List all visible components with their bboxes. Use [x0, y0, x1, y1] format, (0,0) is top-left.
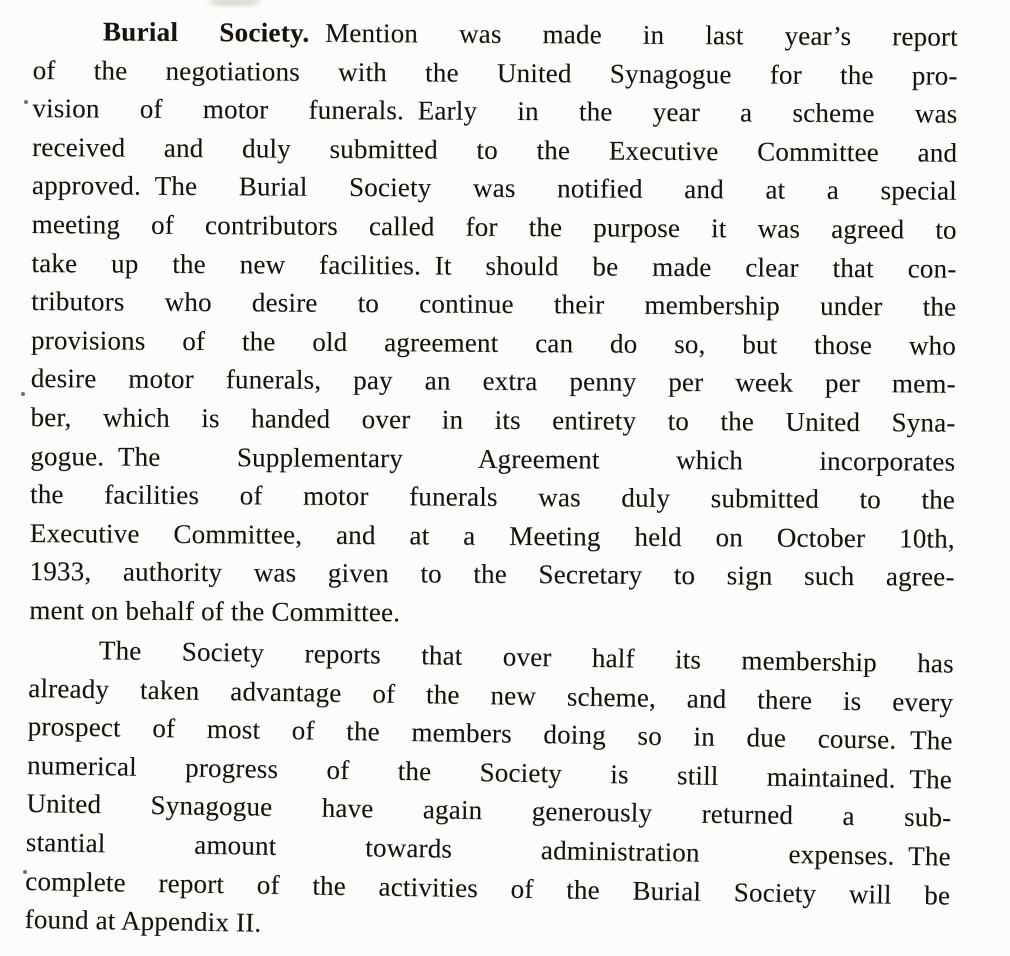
text-line: of the negotiations with the United Synagogue for the pro- — [32, 54, 958, 91]
text-block — [24, 12, 958, 944]
text-line: provisions of the old agreement can do so, but those who — [30, 324, 957, 361]
text-line: already taken advantage of the new scheme, and there is every — [28, 672, 954, 717]
text-line: The Society reports that over half its membership has — [98, 634, 955, 679]
text-line: found at Appendix II. — [24, 903, 262, 938]
text-line: approved. The Burial Society was notified and at a special — [31, 170, 958, 207]
text-line: United Synagogue have again generously returned a sub- — [26, 787, 952, 833]
text-line: received and duly submitted to the Executive Committee and — [32, 131, 958, 168]
text-line — [33, 12, 958, 56]
text-line: ment on behalf of the Committee. — [29, 594, 401, 628]
text-line: complete report of the activities of the Burial Society will be — [25, 865, 951, 910]
text-line-content: Mention was made in last year’s report — [311, 17, 958, 52]
paragraph-burial-society — [29, 12, 958, 635]
paragraph-society-report — [24, 629, 954, 952]
text-line: prospect of most of the members doing so in due course. The — [27, 710, 953, 756]
ink-speck — [21, 392, 25, 396]
text-line: Executive Committee, and at a Meeting held on October 10th, — [29, 517, 955, 554]
text-line: numerical progress of the Society is still maintained. The — [26, 749, 953, 794]
section-heading: Burial Society. — [102, 16, 310, 48]
scan-smudge — [208, 0, 260, 6]
text-line: vision of motor funerals. Early in the year a scheme was — [32, 93, 958, 129]
text-line: 1933, authority was given to the Secretary to sign such agree- — [29, 556, 955, 592]
text-line: desire motor funerals, pay an extra penny per week per mem- — [30, 363, 956, 399]
text-line: meeting of contributors called for the purpose it was agreed to — [31, 208, 957, 245]
text-line: ber, which is handed over in its entirety to the United Syna- — [30, 401, 956, 438]
text-line: take up the new facilities. It should be made clear that con- — [31, 247, 957, 284]
text-line: stantial amount towards administration expenses. The — [25, 826, 952, 871]
text-line: the facilities of motor funerals was duly submitted to the — [29, 479, 956, 515]
text-line: gogue. The Supplementary Agreement which incorporates — [30, 440, 956, 477]
text-line: tributors who desire to continue their membership under the — [31, 286, 957, 322]
ink-speck — [24, 100, 28, 104]
